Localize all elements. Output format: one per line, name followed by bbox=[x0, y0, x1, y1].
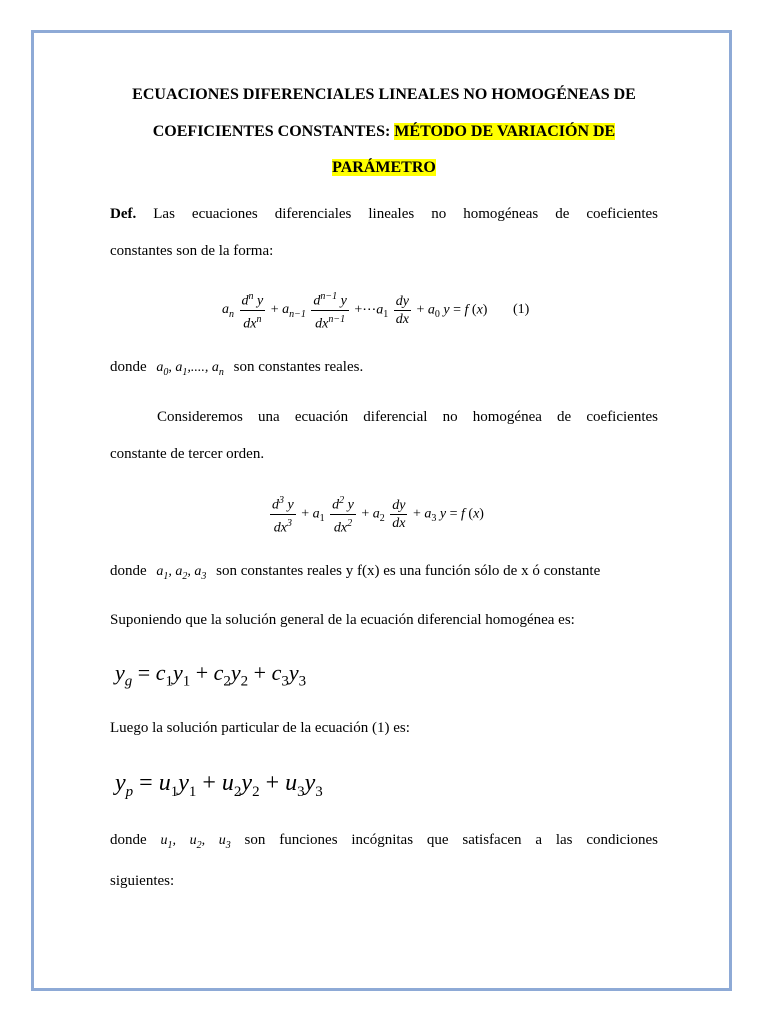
title-line-1: ECUACIONES DIFERENCIALES LINEALES NO HOMOGÉNEAS DE bbox=[132, 86, 636, 103]
equation-1: $a_n$ $\frac{d^n y}{dx^n}$ + $a_{n-1}$ $\frac{d^{n-1} y}{dx^{n-1}}$ $+\cdots a_1$ $\frac{dy}{dx}$ + $a_0$ y = f (x) (1) bbox=[222, 288, 529, 332]
coefficients-a: $a_0$, $a_1$,...., $a_n$ bbox=[156, 360, 224, 378]
definition-text-1: Las ecuaciones diferenciales lineales no homogéneas de coeficientes bbox=[153, 206, 658, 222]
title-highlight-1: MÉTODO DE VARIACIÓN DE bbox=[394, 123, 616, 140]
title-highlight-2: PARÁMETRO bbox=[332, 159, 436, 176]
unknown-functions-u: $u_1$, $u_2$, $u_3$ bbox=[160, 833, 231, 851]
coefficients-a123: $a_1$, $a_2$, $a_3$ bbox=[156, 564, 207, 582]
siguientes-line: siguientes: bbox=[110, 873, 175, 889]
definition-label: Def. bbox=[110, 206, 137, 222]
title-line-3 bbox=[100, 159, 668, 177]
consider-line-1: Consideremos una ecuación diferencial no homogénea de coeficientes bbox=[157, 409, 658, 425]
donde-text-3: son funciones incógnitas que satisfacen a las condiciones bbox=[244, 832, 659, 848]
donde-word-2: donde bbox=[110, 563, 147, 579]
definition-line-2: constantes son de la forma: bbox=[110, 243, 274, 259]
equation-third-order: $\frac{d^3 y}{dx^3}$ + $a_1$ $\frac{d^2 y}{dx^2}$ + $a_2$ $\frac{dy}{dx}$ + $a_3$ y = f (x) bbox=[268, 492, 484, 536]
donde-line-1 bbox=[110, 359, 363, 378]
suponiendo-line: Suponiendo que la solución general de la ecuación diferencial homogénea es: bbox=[110, 612, 575, 628]
donde-text-1: son constantes reales. bbox=[233, 359, 364, 375]
donde-word-1: donde bbox=[110, 359, 147, 375]
donde-line-3 bbox=[110, 832, 658, 851]
definition-line-1 bbox=[110, 206, 658, 223]
particular-solution-equation: $y_p = u_1y_1 + u_2y_2 + u_3y_3$ bbox=[115, 770, 323, 800]
luego-line: Luego la solución particular de la ecuación (1) es: bbox=[110, 720, 410, 736]
donde-line-2 bbox=[110, 563, 600, 582]
general-solution-equation: $y_g = c_1y_1 + c_2y_2 + c_3y_3$ bbox=[115, 660, 307, 690]
title-line-2 bbox=[100, 123, 668, 141]
title-line-2-plain: COEFICIENTES CONSTANTES: bbox=[152, 123, 391, 140]
equation-number: (1) bbox=[512, 302, 530, 318]
consider-line-2: constante de tercer orden. bbox=[110, 446, 265, 462]
donde-word-3: donde bbox=[110, 832, 147, 848]
donde-text-2: son constantes reales y f(x) es una función sólo de x ó constante bbox=[216, 563, 601, 579]
